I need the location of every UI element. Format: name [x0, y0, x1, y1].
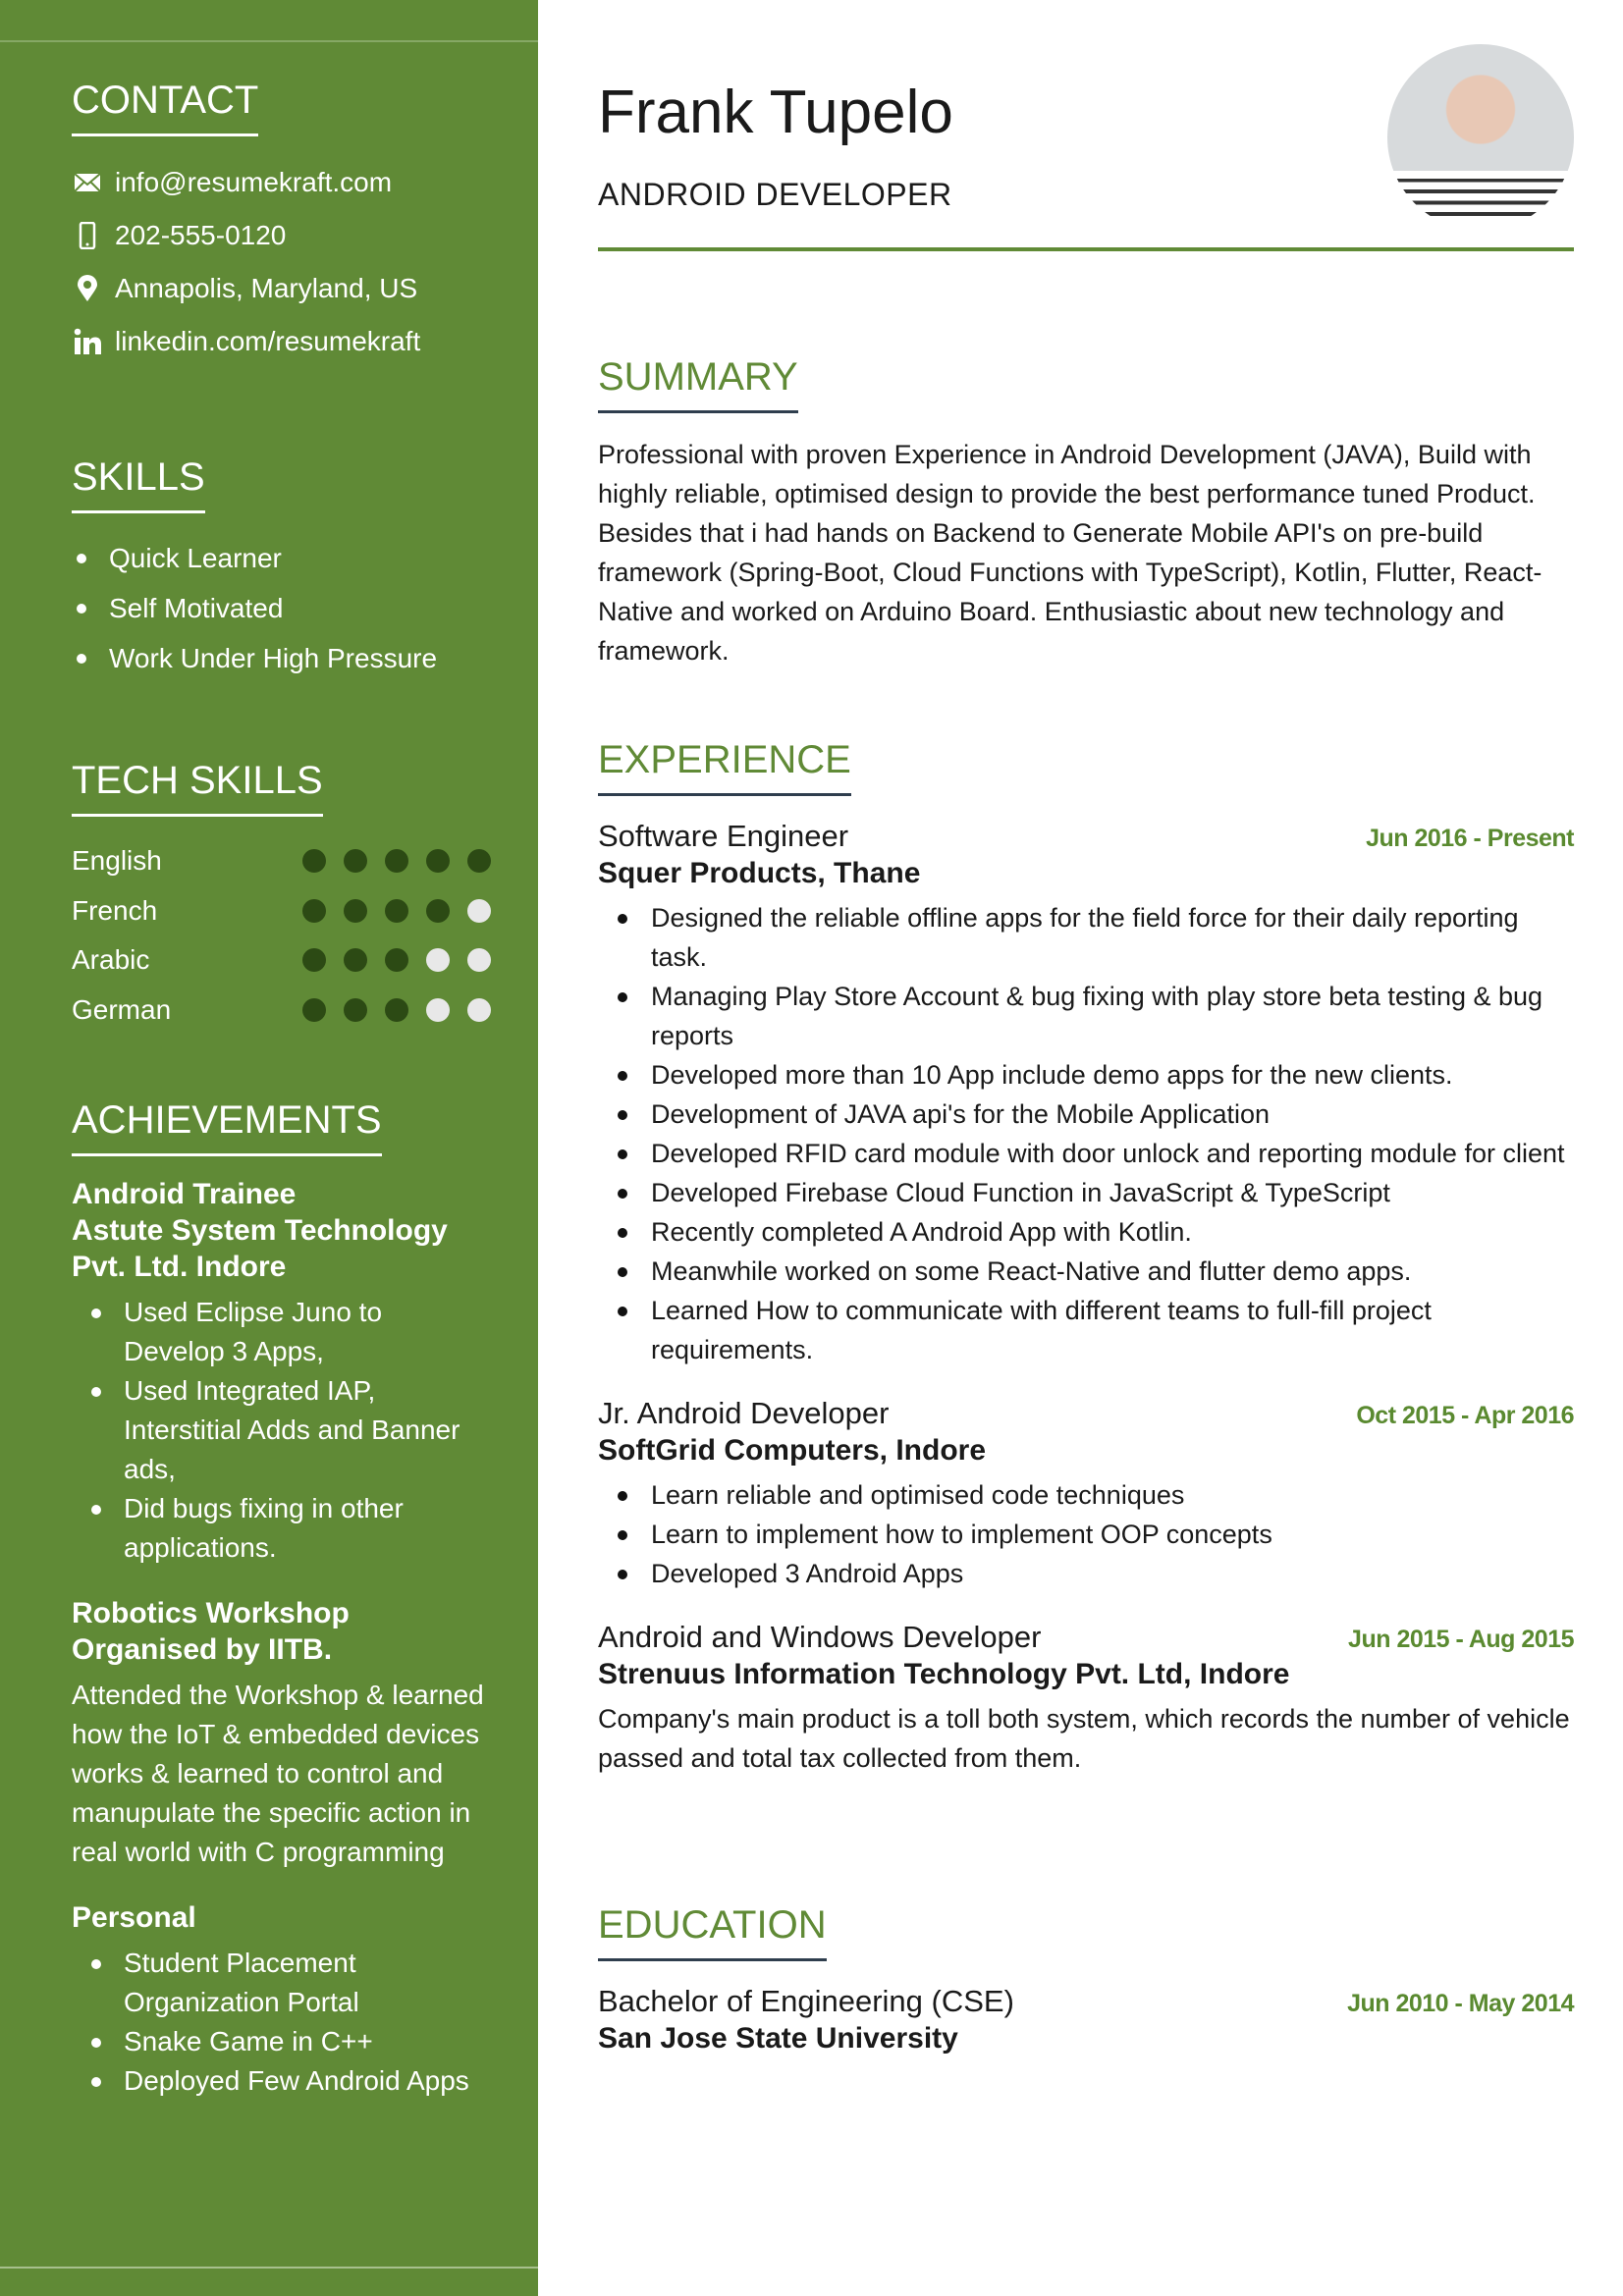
rating-dot-filled	[344, 998, 367, 1022]
job-date: Jun 2015 - Aug 2015	[1348, 1626, 1574, 1653]
rating-dot-filled	[344, 899, 367, 923]
tech-skill-row	[72, 986, 504, 1036]
contact-linkedin[interactable]	[72, 315, 504, 368]
rating-dot-filled	[302, 899, 326, 923]
job-bullet: Learned How to communicate with different teams to full-fill project requirements.	[598, 1291, 1574, 1369]
achievement-bullet: Deployed Few Android Apps	[72, 2061, 504, 2101]
achievement-text: Attended the Workshop & learned how the IoT & embedded devices works & learned to control and manupulate the specific action in real world with C programming	[72, 1680, 484, 1867]
skills-section	[72, 454, 504, 683]
job-bullet: Developed 3 Android Apps	[598, 1554, 1574, 1593]
tech-skill-name: French	[72, 894, 158, 926]
experience-section	[598, 736, 1574, 1803]
job-title: Android and Windows Developer	[598, 1620, 1042, 1654]
section-heading: ACHIEVEMENTS	[72, 1096, 382, 1156]
rating-dot-empty	[467, 998, 491, 1022]
job-bullet: Learn reliable and optimised code techniques	[598, 1475, 1574, 1515]
tech-skills-section	[72, 757, 504, 1035]
sidebar	[0, 0, 538, 2296]
rating-dot-empty	[426, 998, 450, 1022]
job-entry	[598, 818, 1574, 1369]
job-bullet: Designed the reliable offline apps for the field force for their daily reporting task.	[598, 898, 1574, 977]
rating-dot-filled	[344, 849, 367, 873]
job-bullet: Developed Firebase Cloud Function in JavaScript & TypeScript	[598, 1173, 1574, 1212]
job-company: Strenuus Information Technology Pvt. Ltd, Indore	[598, 1658, 1290, 1690]
section-heading: SKILLS	[72, 454, 205, 513]
job-company: Squer Products, Thane	[598, 857, 921, 889]
job-date: Oct 2015 - Apr 2016	[1356, 1402, 1574, 1429]
education-date: Jun 2010 - May 2014	[1347, 1990, 1574, 2017]
rating-dot-filled	[385, 948, 408, 972]
tech-skill-name: English	[72, 845, 162, 877]
contact-text: 202-555-0120	[115, 220, 287, 250]
summary-section	[598, 353, 1574, 670]
candidate-name: Frank Tupelo	[598, 79, 953, 146]
achievement-bullet: Snake Game in C++	[72, 2022, 504, 2061]
section-heading: EXPERIENCE	[598, 736, 851, 796]
section-heading: TECH SKILLS	[72, 757, 323, 817]
skill-rating	[302, 849, 491, 873]
job-entry	[598, 1619, 1574, 1778]
envelope-icon	[72, 167, 103, 198]
tech-skill-row	[72, 935, 504, 986]
contact-email[interactable]	[72, 156, 504, 209]
contact-phone	[72, 209, 504, 262]
section-heading: CONTACT	[72, 77, 258, 136]
tech-skill-row	[72, 886, 504, 936]
school: San Jose State University	[598, 2022, 958, 2055]
achievement-subtitle: Astute System Technology Pvt. Ltd. Indore	[72, 1214, 448, 1283]
achievement-bullet: Used Integrated IAP, Interstitial Adds and Banner ads,	[72, 1371, 494, 1489]
skill-item: Quick Learner	[72, 533, 504, 583]
job-bullet: Managing Play Store Account & bug fixing with play store beta testing & bug reports	[598, 977, 1574, 1055]
achievement-title: Personal	[72, 1901, 196, 1934]
header-divider	[598, 247, 1574, 251]
achievements-section	[72, 1096, 504, 2101]
achievement-title: Android Trainee	[72, 1178, 297, 1210]
linkedin-icon	[72, 326, 103, 357]
rating-dot-filled	[426, 849, 450, 873]
rating-dot-filled	[467, 849, 491, 873]
rating-dot-filled	[302, 998, 326, 1022]
skill-rating	[302, 998, 491, 1022]
achievement-bullet: Did bugs fixing in other applications.	[72, 1489, 494, 1568]
achievement-title: Robotics Workshop	[72, 1597, 350, 1629]
phone-icon	[72, 220, 103, 251]
job-title: Jr. Android Developer	[598, 1396, 890, 1430]
job-entry	[598, 1395, 1574, 1593]
tech-skill-name: German	[72, 993, 172, 1025]
rating-dot-filled	[426, 899, 450, 923]
tech-skill-row	[72, 836, 504, 886]
achievement-bullet: Student Placement Organization Portal	[72, 1944, 504, 2022]
contact-location	[72, 262, 504, 315]
rating-dot-filled	[344, 948, 367, 972]
rating-dot-filled	[302, 849, 326, 873]
contact-section	[72, 77, 504, 368]
divider	[0, 40, 538, 42]
summary-text: Professional with proven Experience in Android Development (JAVA), Build with highly reliable, optimised design to provide the best performance tuned Product. Besides that i had hands on Backend to Generate Mobile API's on pre-build framework (Spring-Boot, Cloud Functions with TypeScript), Kotlin, Flutter, React-Native and worked on Arduino Board. Enthusiastic about new technology and framework.	[598, 440, 1542, 666]
profile-photo	[1387, 44, 1574, 231]
job-bullet: Development of JAVA api's for the Mobile Application	[598, 1095, 1574, 1134]
skill-rating	[302, 948, 491, 972]
contact-text: Annapolis, Maryland, US	[115, 273, 418, 303]
job-description: Company's main product is a toll both system, which records the number of vehicle passed and total tax collected from them.	[598, 1704, 1570, 1773]
section-heading: SUMMARY	[598, 353, 798, 413]
contact-text: linkedin.com/resumekraft	[115, 326, 421, 356]
contact-text: info@resumekraft.com	[115, 167, 393, 197]
job-date: Jun 2016 - Present	[1366, 825, 1574, 852]
job-bullet: Learn to implement how to implement OOP concepts	[598, 1515, 1574, 1554]
skill-rating	[302, 899, 491, 923]
degree: Bachelor of Engineering (CSE)	[598, 1984, 1014, 2018]
job-bullet: Developed RFID card module with door unlock and reporting module for client	[598, 1134, 1574, 1173]
section-heading: EDUCATION	[598, 1901, 827, 1961]
rating-dot-filled	[385, 849, 408, 873]
candidate-role: ANDROID DEVELOPER	[598, 177, 952, 212]
rating-dot-empty	[467, 899, 491, 923]
achievement-bullet: Used Eclipse Juno to Develop 3 Apps,	[72, 1293, 494, 1371]
skill-item: Work Under High Pressure	[72, 633, 504, 683]
skill-item: Self Motivated	[72, 583, 504, 633]
job-bullet: Meanwhile worked on some React-Native and flutter demo apps.	[598, 1252, 1574, 1291]
rating-dot-filled	[385, 998, 408, 1022]
job-title: Software Engineer	[598, 819, 849, 853]
rating-dot-empty	[426, 948, 450, 972]
job-bullet: Recently completed A Android App with Kotlin.	[598, 1212, 1574, 1252]
rating-dot-filled	[385, 899, 408, 923]
tech-skill-name: Arabic	[72, 944, 150, 976]
job-bullet: Developed more than 10 App include demo apps for the new clients.	[598, 1055, 1574, 1095]
job-company: SoftGrid Computers, Indore	[598, 1434, 987, 1467]
rating-dot-filled	[302, 948, 326, 972]
achievement-subtitle: Organised by IITB.	[72, 1633, 333, 1666]
rating-dot-empty	[467, 948, 491, 972]
education-section	[598, 1901, 1574, 2057]
divider	[0, 2267, 538, 2269]
location-pin-icon	[72, 273, 103, 304]
